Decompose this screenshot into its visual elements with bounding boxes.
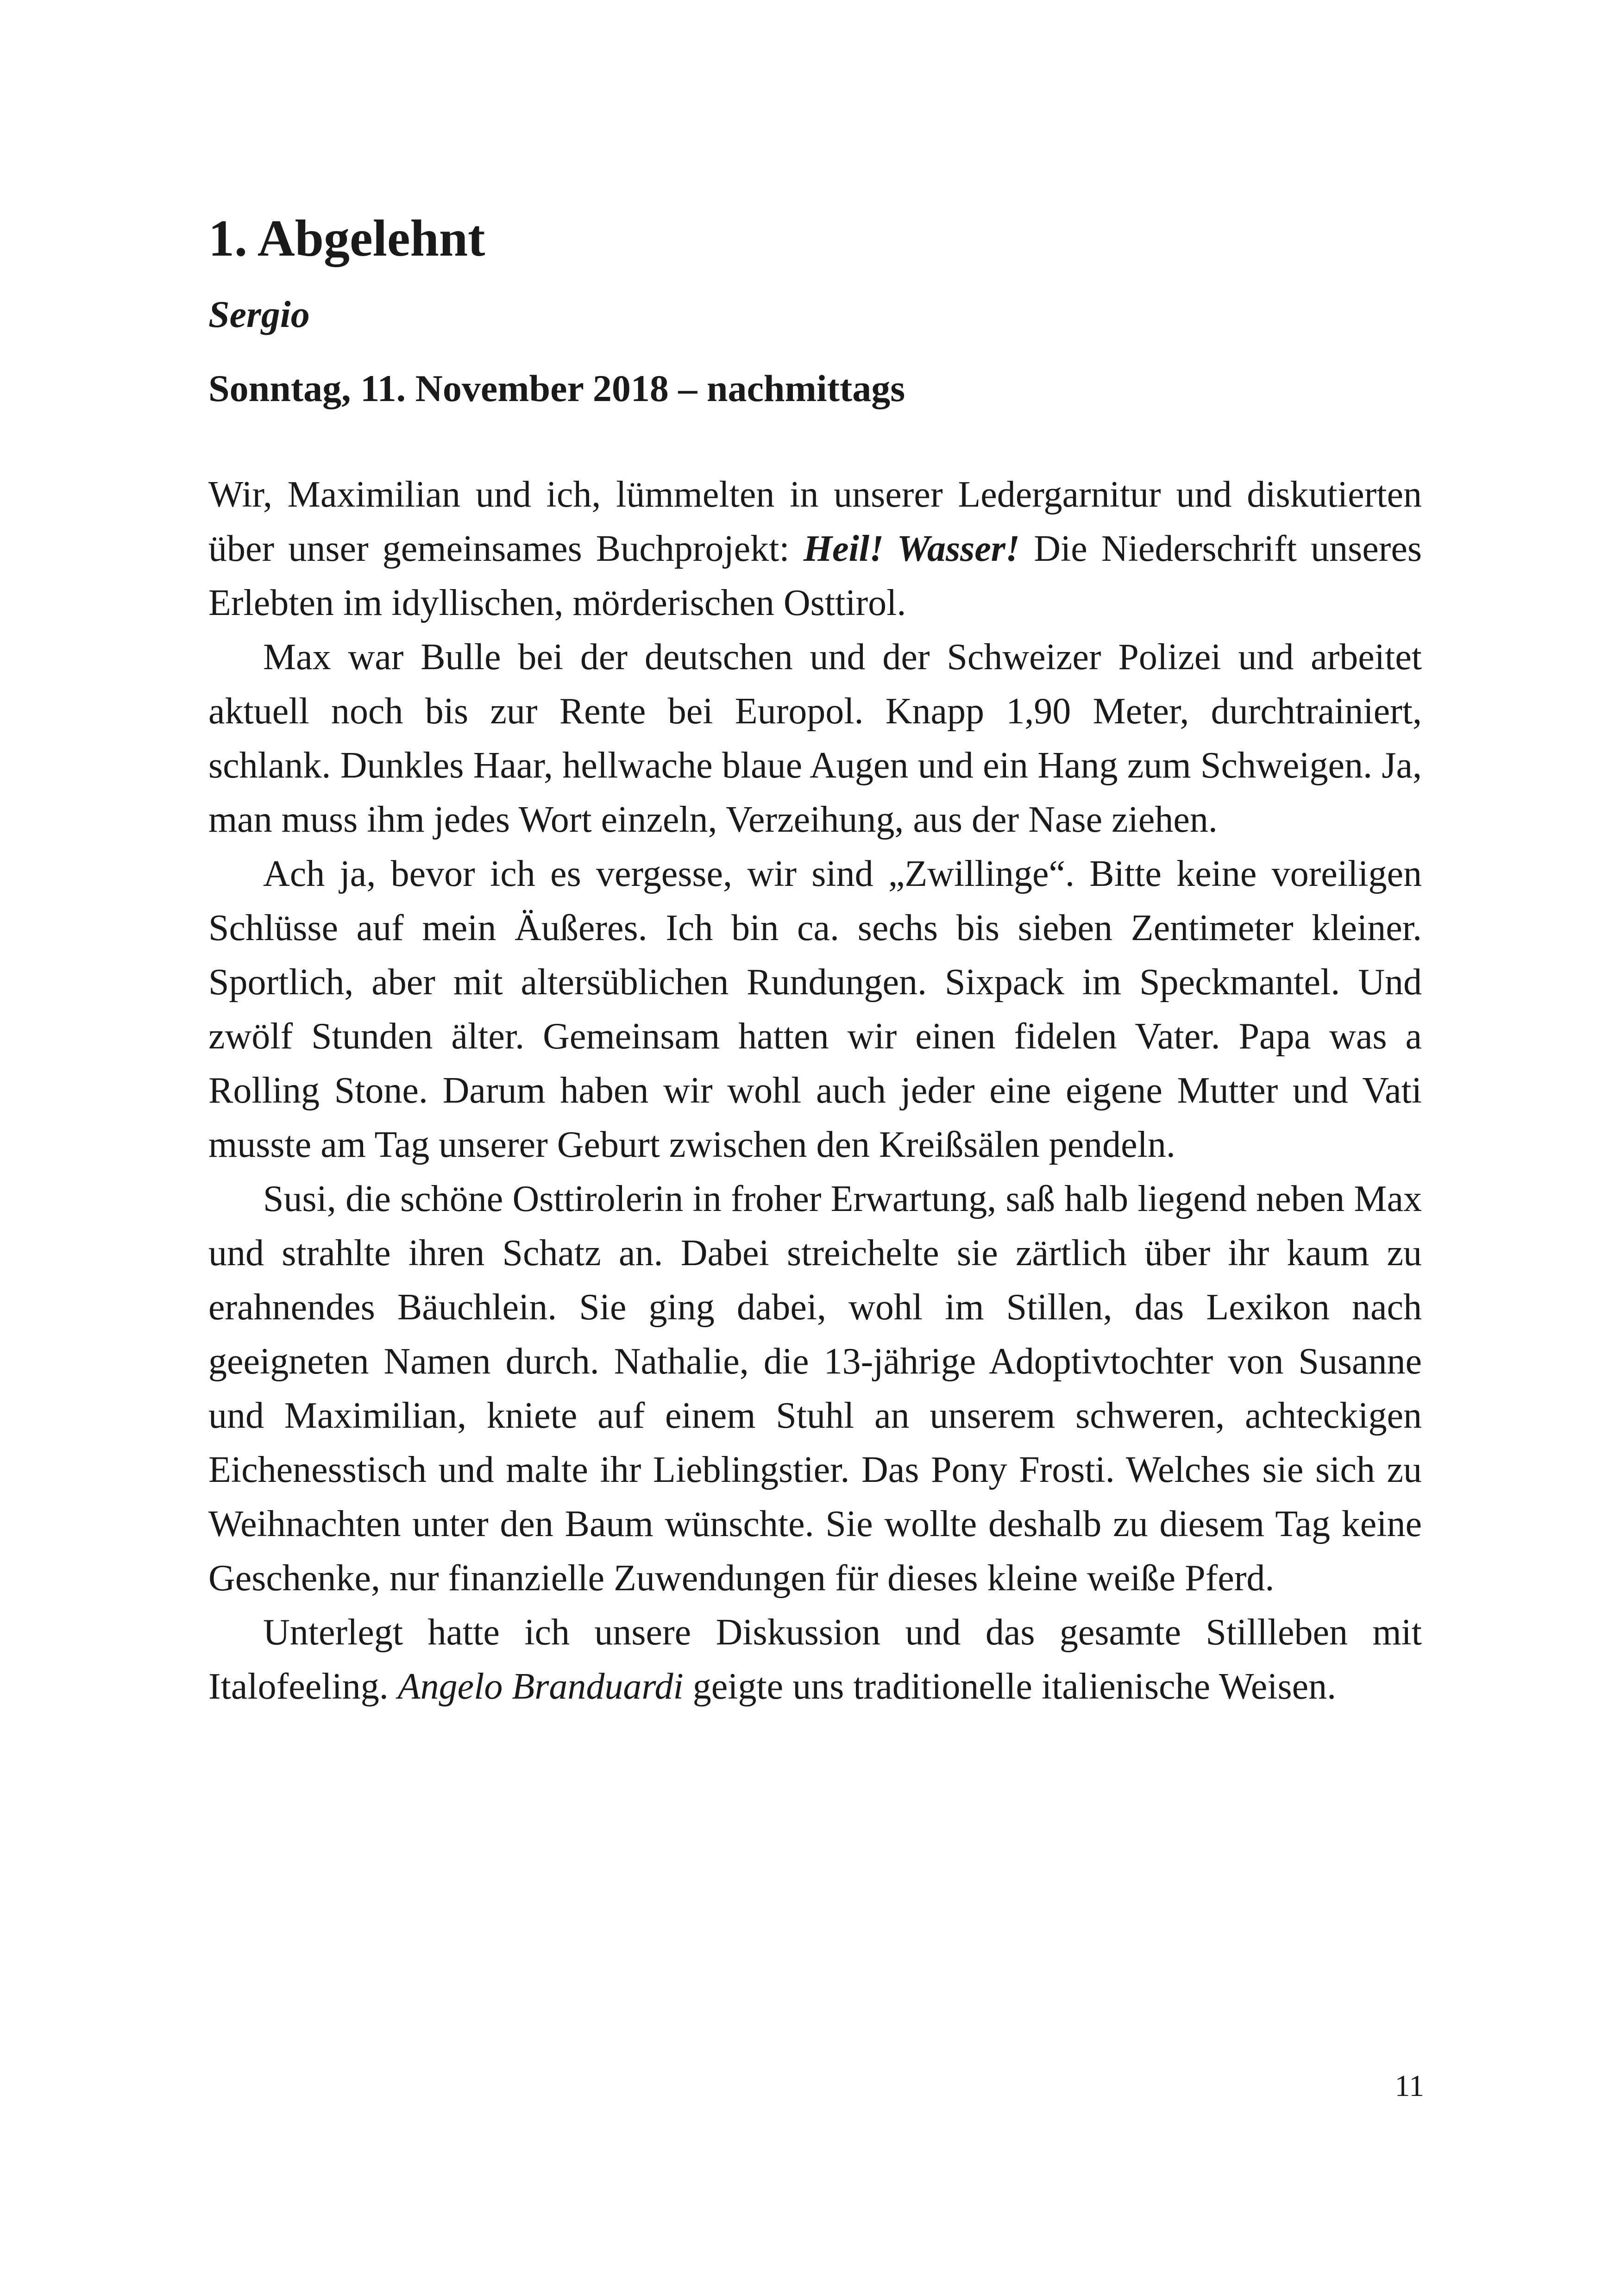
- chapter-body: [208, 468, 1422, 1714]
- chapter-header: [208, 211, 1422, 410]
- paragraph-5-text-b: geigte uns traditionelle italienische Weisen.: [683, 1666, 1337, 1707]
- paragraph-1-text-a: Wir, Maximilian und ich, lümmelten in unserer Ledergarnitur und diskutierten über unser gemeinsames Buchprojekt:: [208, 474, 1422, 569]
- paragraph-1: [208, 468, 1422, 630]
- page-number: 11: [1395, 2069, 1424, 2103]
- paragraph-1-text-b: Die Niederschrift unseres Erlebten im idyllischen, mörderischen Osttirol.: [208, 528, 1422, 623]
- chapter-dateline: Sonntag, 11. November 2018 – nachmittags: [208, 367, 905, 409]
- paragraph-5: [208, 1606, 1422, 1714]
- paragraph-3: Ach ja, bevor ich es vergesse, wir sind „Zwillinge“. Bitte keine voreiligen Schlüsse auf mein Äußeres. Ich bin ca. sechs bis sieben Zentimeter kleiner. Sportlich, aber mit altersüblichen Rundungen. Sixpack im Speckmantel. Und zwölf Stunden älter. Gemeinsam hatten wir einen fidelen Vater. Papa was a Rolling Stone. Darum haben wir wohl auch jeder eine eigene Mutter und Vati musste am Tag unserer Geburt zwischen den Kreißsälen pendeln.: [208, 853, 1422, 1165]
- chapter-title: 1. Abgelehnt: [208, 210, 485, 267]
- chapter-narrator: Sergio: [208, 293, 310, 335]
- artist-name: Angelo Branduardi: [397, 1666, 684, 1707]
- paragraph-4: Susi, die schöne Osttirolerin in froher Erwartung, saß halb liegend neben Max und strahlte ihren Schatz an. Dabei streichelte sie zärtlich über ihr kaum zu erahnendes Bäuchlein. Sie ging dabei, wohl im Stillen, das Lexikon nach geeigneten Namen durch. Nathalie, die 13-jährige Adoptivtochter von Susanne und Maximilian, kniete auf einem Stuhl an unserem schweren, achteckigen Eichenesstisch und malte ihr Lieblingstier. Das Pony Frosti. Welches sie sich zu Weihnachten unter den Baum wünschte. Sie wollte deshalb zu diesem Tag keine Geschenke, nur finanzielle Zuwendungen für dieses kleine weiße Pferd.: [208, 1179, 1422, 1599]
- book-title: Heil! Wasser!: [803, 528, 1020, 569]
- paragraph-2: Max war Bulle bei der deutschen und der Schweizer Polizei und arbeitet aktuell noch bis zur Rente bei Europol. Knapp 1,90 Meter, durchtrainiert, schlank. Dunkles Haar, hellwache blaue Augen und ein Hang zum Schweigen. Ja, man muss ihm jedes Wort einzeln, Verzeihung, aus der Nase ziehen.: [208, 637, 1422, 840]
- paragraph-5-text-a: Unterlegt hatte ich unsere Diskussion und das gesamte Stillleben mit Italofeeling.: [208, 1612, 1422, 1707]
